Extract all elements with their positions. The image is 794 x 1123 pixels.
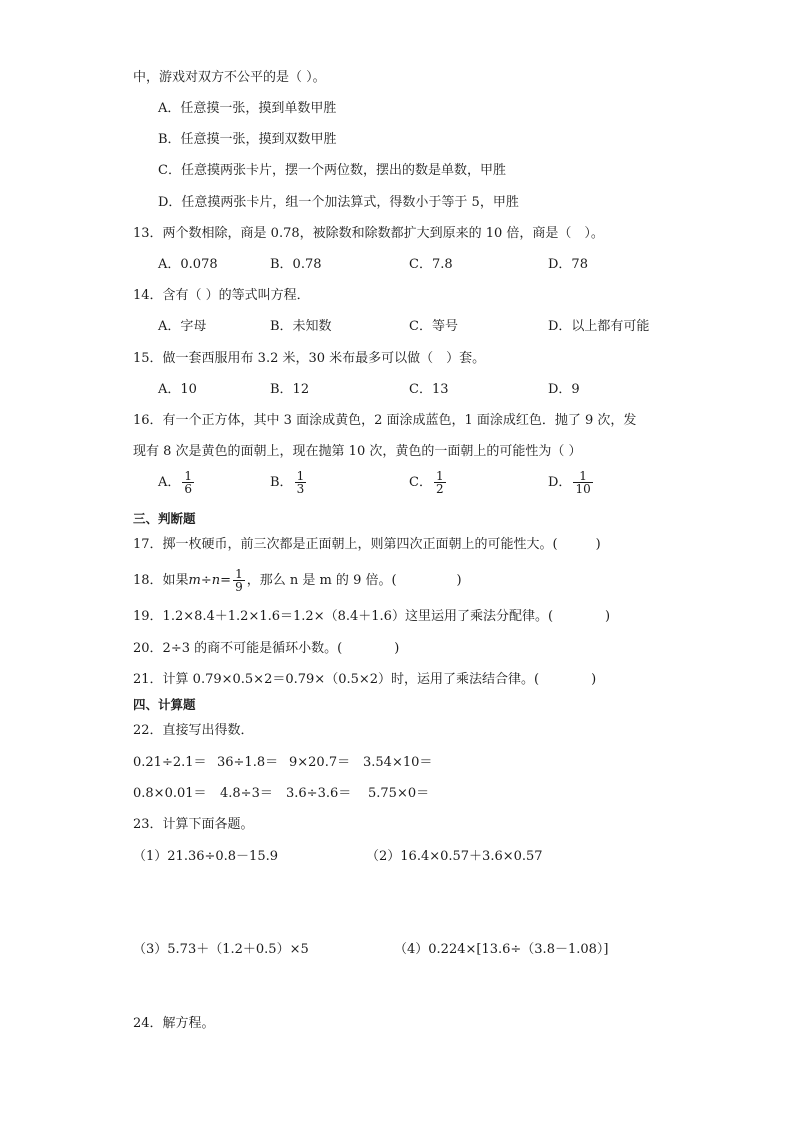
section-title-judgement: 三、判断题 [133,511,196,526]
numerator: 1 [573,470,592,483]
q14-option-a: A．字母 [158,319,207,334]
q15-option-c: C．13 [409,382,449,397]
q22-item: 0.8×0.01＝ [133,786,207,801]
section-title-calculation: 四、计算题 [133,697,196,712]
div-sign: ÷ [200,573,212,588]
numerator: 1 [296,469,305,483]
q18-prefix: 18．如果 [133,573,189,588]
q24-stem: 24．解方程。 [133,1016,215,1031]
q16-stem-line2: 现有 8 次是黄色的面朝上，现在抛第 10 次，黄色的一面朝上的可能性为（ ） [133,444,582,459]
q12-option-d: D．任意摸两张卡片，组一个加法算式，得数小于等于 5，甲胜 [158,195,519,210]
q18-text [133,568,462,593]
denominator: 3 [296,482,305,496]
denominator: 9 [235,580,243,594]
q22-stem: 22．直接写出得数． [133,723,254,738]
q15-stem: 15．做一套西服用布 3.2 米，30 米布最多可以做（ ）套。 [133,351,486,366]
numerator: 1 [435,469,444,483]
q20-body: 20．2÷3 的商不可能是循环小数。( [133,641,343,656]
q16-stem-line1: 16．有一个正方体，其中 3 面涂成黄色，2 面涂成蓝色，1 面涂成红色．抛了 9 次，发 [133,413,637,428]
fraction [295,470,307,495]
q22-item: 9×20.7＝ [289,755,351,770]
q13-option-b: B．0.78 [270,257,322,272]
q16-option-b [270,470,308,495]
q23-item-1: （1）21.36÷0.8－15.9 [133,849,278,864]
denominator: 6 [184,482,193,496]
q17-body: 17．掷一枚硬币，前三次都是正面朝上，则第四次正面朝上的可能性大。( [133,537,558,552]
q14-stem: 14．含有（ ）的等式叫方程． [133,288,310,303]
q17-close-paren: ) [595,537,601,552]
q17-text [133,537,601,553]
numerator: 1 [235,567,243,581]
q13-option-a: A．0.078 [158,257,218,272]
q18-suffix: ，那么 n 是 m 的 9 倍。( [246,573,397,588]
denominator: 10 [575,482,591,496]
q15-option-a: A．10 [158,382,197,397]
q12-option-a: A．任意摸一张，摸到单数甲胜 [158,101,337,116]
numerator: 1 [184,469,193,483]
var-n: n [211,573,221,588]
var-m: m [188,573,201,588]
q13-stem: 13．两个数相除，商是 0.78，被除数和除数都扩大到原来的 10 倍，商是（ ）。 [133,226,604,241]
q12-option-c: C．任意摸两张卡片，摆一个两位数，摆出的数是单数，甲胜 [158,163,506,178]
q23-stem: 23．计算下面各题。 [133,817,254,832]
option-label: A． [158,475,181,490]
q20-close-paren: ) [394,641,400,656]
q16-option-a [158,470,196,495]
q21-text [133,672,596,688]
option-label: D． [548,475,572,490]
q15-option-b: B．12 [270,382,310,397]
denominator: 2 [435,482,444,496]
fraction-one-ninth [233,568,245,593]
q16-option-d [548,470,595,495]
q14-option-d: D．以上都有可能 [548,319,650,334]
equals-sign: = [220,573,232,588]
q23-item-3: （3）5.73＋（1.2＋0.5）×5 [133,942,309,957]
q12-option-b: B．任意摸一张，摸到双数甲胜 [158,132,337,147]
q20-text [133,641,399,657]
q13-option-d: D．78 [548,257,588,272]
q14-option-b: B．未知数 [270,319,332,334]
q22-item: 3.54×10＝ [363,755,433,770]
q19-body: 19．1.2×8.4＋1.2×1.6＝1.2×（8.4＋1.6）这里运用了乘法分配律。( [133,609,554,624]
q19-close-paren: ) [605,609,611,624]
q21-close-paren: ) [591,672,597,687]
fraction [434,470,446,495]
fraction [573,470,592,495]
q22-item: 36÷1.8＝ [217,755,279,770]
q21-body: 21．计算 0.79×0.5×2＝0.79×（0.5×2）时，运用了乘法结合律。( [133,672,540,687]
q19-text [133,609,610,625]
q22-item: 0.21÷2.1＝ [133,755,207,770]
q22-item: 4.8÷3＝ [220,786,273,801]
option-label: C． [409,475,432,490]
q18-close-paren: ) [456,573,462,588]
q12-stem-tail: 中，游戏对双方不公平的是（ ）。 [133,70,326,85]
fraction [182,470,194,495]
q14-option-c: C．等号 [409,319,458,334]
option-label: B． [270,475,293,490]
q13-option-c: C．7.8 [409,257,453,272]
q16-option-c [409,470,448,495]
q23-item-2: （2）16.4×0.57＋3.6×0.57 [366,849,543,864]
q15-option-d: D．9 [548,382,580,397]
q22-item: 3.6÷3.6＝ [286,786,352,801]
q22-item: 5.75×0＝ [368,786,430,801]
q23-item-4: （4）0.224×[13.6÷（3.8－1.08）] [394,942,609,957]
